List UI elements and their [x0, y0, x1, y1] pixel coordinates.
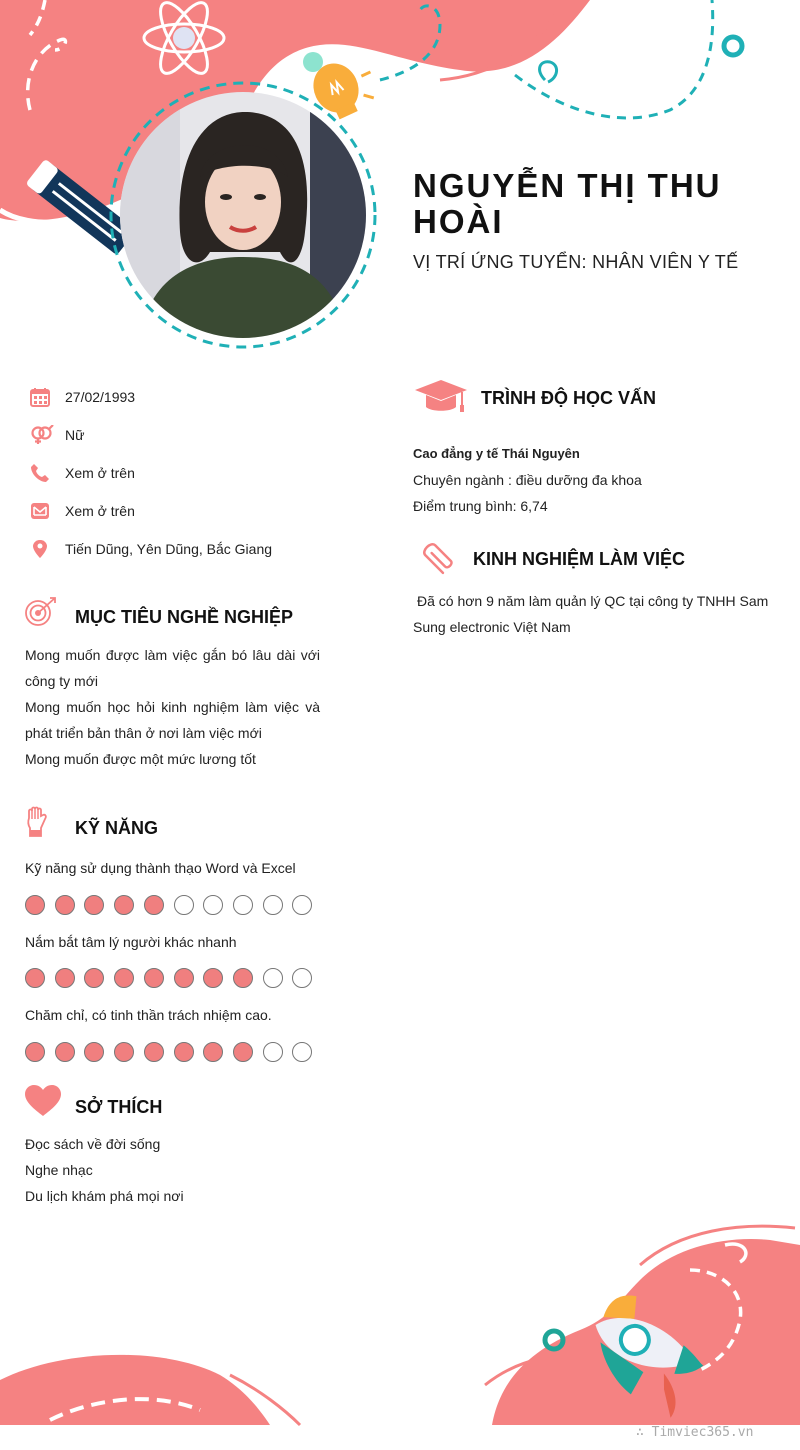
- hobbies-title: SỞ THÍCH: [75, 1097, 163, 1117]
- avatar: [120, 92, 366, 338]
- rating-dot-filled: [84, 1042, 104, 1062]
- rating-dot-empty: [174, 895, 194, 915]
- heart-icon: [24, 1085, 62, 1117]
- rating-dot-empty: [263, 895, 283, 915]
- contact-gender: [30, 425, 370, 447]
- objective-title: MỤC TIÊU NGHỀ NGHIỆP: [75, 607, 294, 627]
- rating-dot-empty: [233, 895, 253, 915]
- hobbies-list: [25, 1131, 325, 1209]
- phone-text: Xem ở trên: [65, 465, 135, 481]
- hobby-item: Đọc sách về đời sống: [25, 1136, 161, 1152]
- profile-photo: [120, 92, 366, 338]
- education-title: TRÌNH ĐỘ HỌC VẤN: [481, 388, 656, 408]
- rating-dot-filled: [174, 1042, 194, 1062]
- contact-phone: [30, 463, 370, 485]
- rating-dot-filled: [25, 968, 45, 988]
- dob-text: 27/02/1993: [65, 389, 136, 405]
- graduation-cap-icon: [413, 380, 469, 414]
- rating-dot-filled: [203, 1042, 223, 1062]
- email-icon: [30, 501, 50, 521]
- calendar-icon: [30, 387, 50, 407]
- rating-dot-filled: [114, 968, 134, 988]
- objective-line: Mong muốn được làm việc gắn bó lâu dài với công ty mới: [25, 647, 320, 689]
- rating-dot-filled: [55, 1042, 75, 1062]
- experience-text: Đã có hơn 9 năm làm quản lý QC tại công ty TNHH Sam Sung electronic Việt Nam: [413, 593, 769, 635]
- school-name: Cao đẳng y tế Thái Nguyên: [413, 446, 580, 461]
- watermark: ∴ Timviec365.vn: [636, 1425, 754, 1440]
- skill-rating: [25, 895, 325, 919]
- rating-dot-empty: [292, 895, 312, 915]
- skill-label: Chăm chỉ, có tinh thần trách nhiệm cao.: [25, 1007, 272, 1023]
- objective-line: Mong muốn được một mức lương tốt: [25, 751, 256, 767]
- contact-address: [30, 539, 370, 561]
- rating-dot-filled: [233, 1042, 253, 1062]
- location-icon: [30, 539, 50, 559]
- rating-dot-filled: [144, 968, 164, 988]
- rating-dot-filled: [114, 895, 134, 915]
- rating-dot-filled: [144, 895, 164, 915]
- objective-line: Mong muốn học hỏi kinh nghiệm làm việc và phát triển bản thân ở nơi làm việc mới: [25, 699, 320, 741]
- rating-dot-filled: [55, 895, 75, 915]
- rating-dot-filled: [233, 968, 253, 988]
- rating-dot-filled: [25, 895, 45, 915]
- rating-dot-empty: [203, 895, 223, 915]
- hobby-item: Du lịch khám phá mọi nơi: [25, 1188, 184, 1204]
- rating-dot-filled: [203, 968, 223, 988]
- rating-dot-filled: [84, 968, 104, 988]
- gender-icon: [30, 425, 54, 445]
- rating-dot-empty: [292, 968, 312, 988]
- candidate-name: NGUYỄN THỊ THU HOÀI: [413, 167, 722, 240]
- target-icon: [24, 596, 58, 628]
- contact-dob: [30, 387, 370, 409]
- paperclip-icon: [417, 537, 459, 579]
- job-position: VỊ TRÍ ỨNG TUYỂN: NHÂN VIÊN Y TẾ: [413, 252, 739, 272]
- education-major: Chuyên ngành : điều dưỡng đa khoa: [413, 472, 642, 488]
- rating-dot-empty: [263, 968, 283, 988]
- rating-dot-filled: [144, 1042, 164, 1062]
- objective-content: [25, 642, 320, 772]
- gender-text: Nữ: [65, 427, 85, 443]
- rating-dot-empty: [263, 1042, 283, 1062]
- skills-title: KỸ NĂNG: [75, 818, 159, 838]
- rating-dot-filled: [55, 968, 75, 988]
- skill-rating: [25, 1042, 325, 1066]
- phone-icon: [30, 463, 50, 483]
- rating-dot-empty: [292, 1042, 312, 1062]
- skill-label: Kỹ năng sử dụng thành thạo Word và Excel: [25, 860, 296, 876]
- education-content: [413, 441, 783, 519]
- experience-title: KINH NGHIỆM LÀM VIỆC: [473, 549, 686, 569]
- address-text: Tiến Dũng, Yên Dũng, Bắc Giang: [65, 541, 273, 557]
- education-gpa: Điểm trung bình: 6,74: [413, 498, 548, 514]
- rating-dot-filled: [84, 895, 104, 915]
- hand-icon: [26, 806, 48, 838]
- email-text: Xem ở trên: [65, 503, 135, 519]
- rating-dot-filled: [114, 1042, 134, 1062]
- contact-email: [30, 501, 370, 523]
- rating-dot-filled: [25, 1042, 45, 1062]
- skill-rating: [25, 968, 325, 992]
- hobby-item: Nghe nhạc: [25, 1162, 93, 1178]
- skill-label: Nắm bắt tâm lý người khác nhanh: [25, 934, 237, 950]
- rating-dot-filled: [174, 968, 194, 988]
